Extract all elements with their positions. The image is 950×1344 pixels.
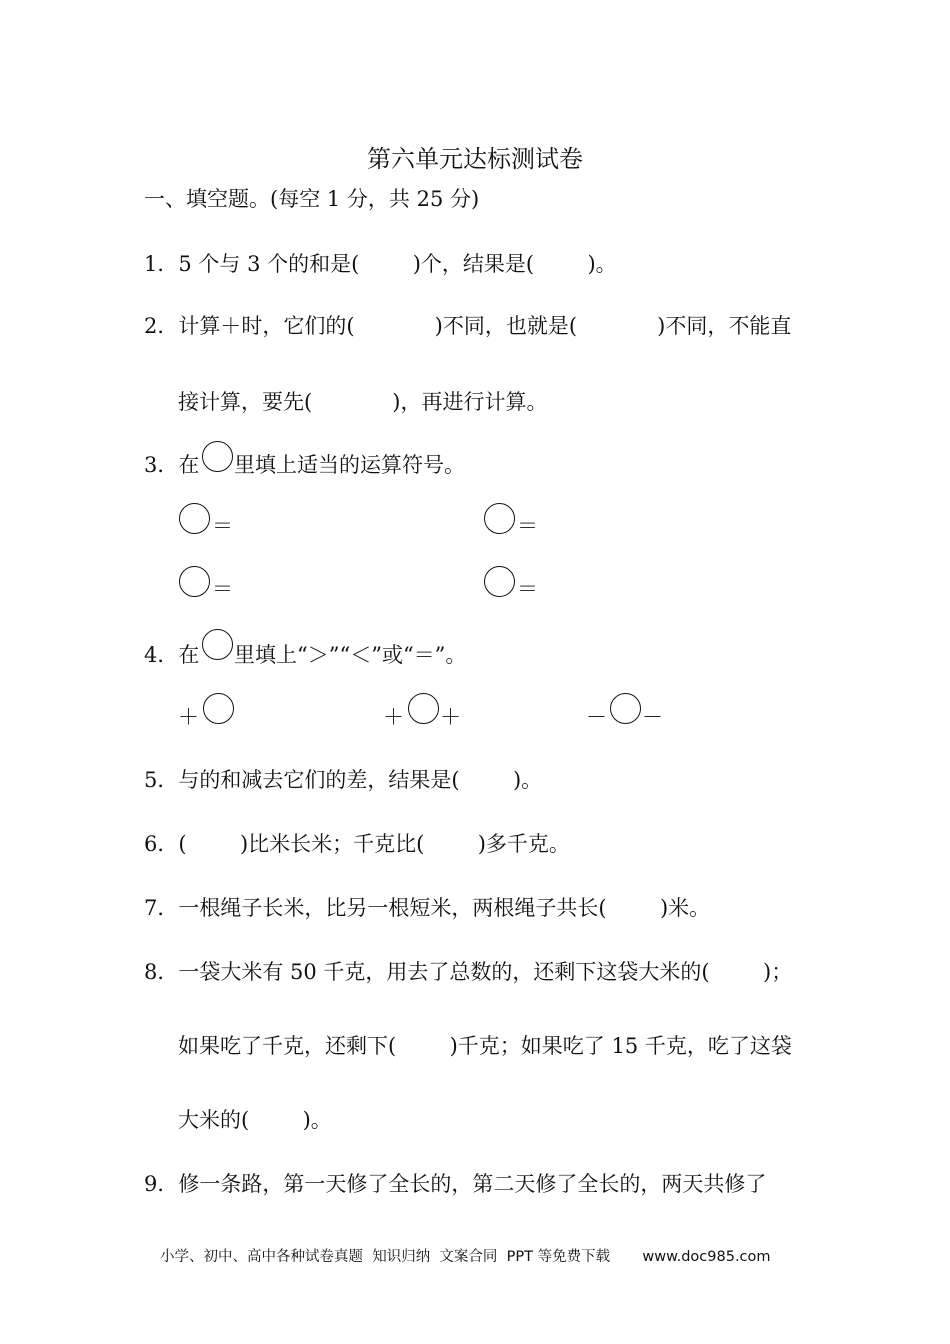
answer-circle [179,566,210,597]
question-4-text: 里填上“＞”“＜”或“＝”。 [234,643,467,667]
answer-circle [203,693,234,724]
question-8-line-1: 8．一袋大米有 50 千克，用去了总数的，还剩下这袋大米的( )； [144,960,793,984]
question-6: 6．( )比米长米；千克比( )多千克。 [144,832,570,856]
answer-circle [484,566,515,597]
equals-sign: ＝ [517,514,538,538]
question-3-text: 里填上适当的运算符号。 [234,453,465,477]
question-2-line-2: 接计算，要先( )，再进行计算。 [178,390,548,414]
question-8-line-3: 大米的( )。 [178,1108,332,1132]
question-3-number: 3．在 [144,453,200,477]
page-title: 第六单元达标测试卷 [367,145,583,173]
answer-circle [179,503,210,534]
plus-sign: ＋ [178,705,199,729]
question-2-line-1: 2．计算＋时，它们的( )不同，也就是( )不同，不能直 [144,314,792,338]
section-heading: 一、填空题。(每空 1 分，共 25 分) [144,187,480,211]
plus-sign: ＋ [440,705,461,729]
question-8-line-2: 如果吃了千克，还剩下( )千克；如果吃了 15 千克，吃了这袋 [178,1034,792,1058]
equals-sign: ＝ [517,577,538,601]
question-1: 1．5 个与 3 个的和是( )个，结果是( )。 [144,252,617,276]
answer-circle [202,441,233,472]
question-5: 5．与的和减去它们的差，结果是( )。 [144,768,543,792]
page-footer: 小学、初中、高中各种试卷真题 知识归纳 文案合同 PPT 等免费下载 www.doc985.com [160,1249,771,1265]
plus-sign: ＋ [383,705,404,729]
answer-circle [610,693,641,724]
equals-sign: ＝ [212,514,233,538]
question-9: 9．修一条路，第一天修了全长的，第二天修了全长的，两天共修了 [144,1172,767,1196]
equals-sign: ＝ [212,577,233,601]
minus-sign: － [586,705,607,729]
answer-circle [408,693,439,724]
question-7: 7．一根绳子长米，比另一根短米，两根绳子共长( )米。 [144,896,711,920]
question-4-number: 4．在 [144,643,200,667]
answer-circle [484,503,515,534]
answer-circle [202,629,233,660]
minus-sign: － [642,705,663,729]
